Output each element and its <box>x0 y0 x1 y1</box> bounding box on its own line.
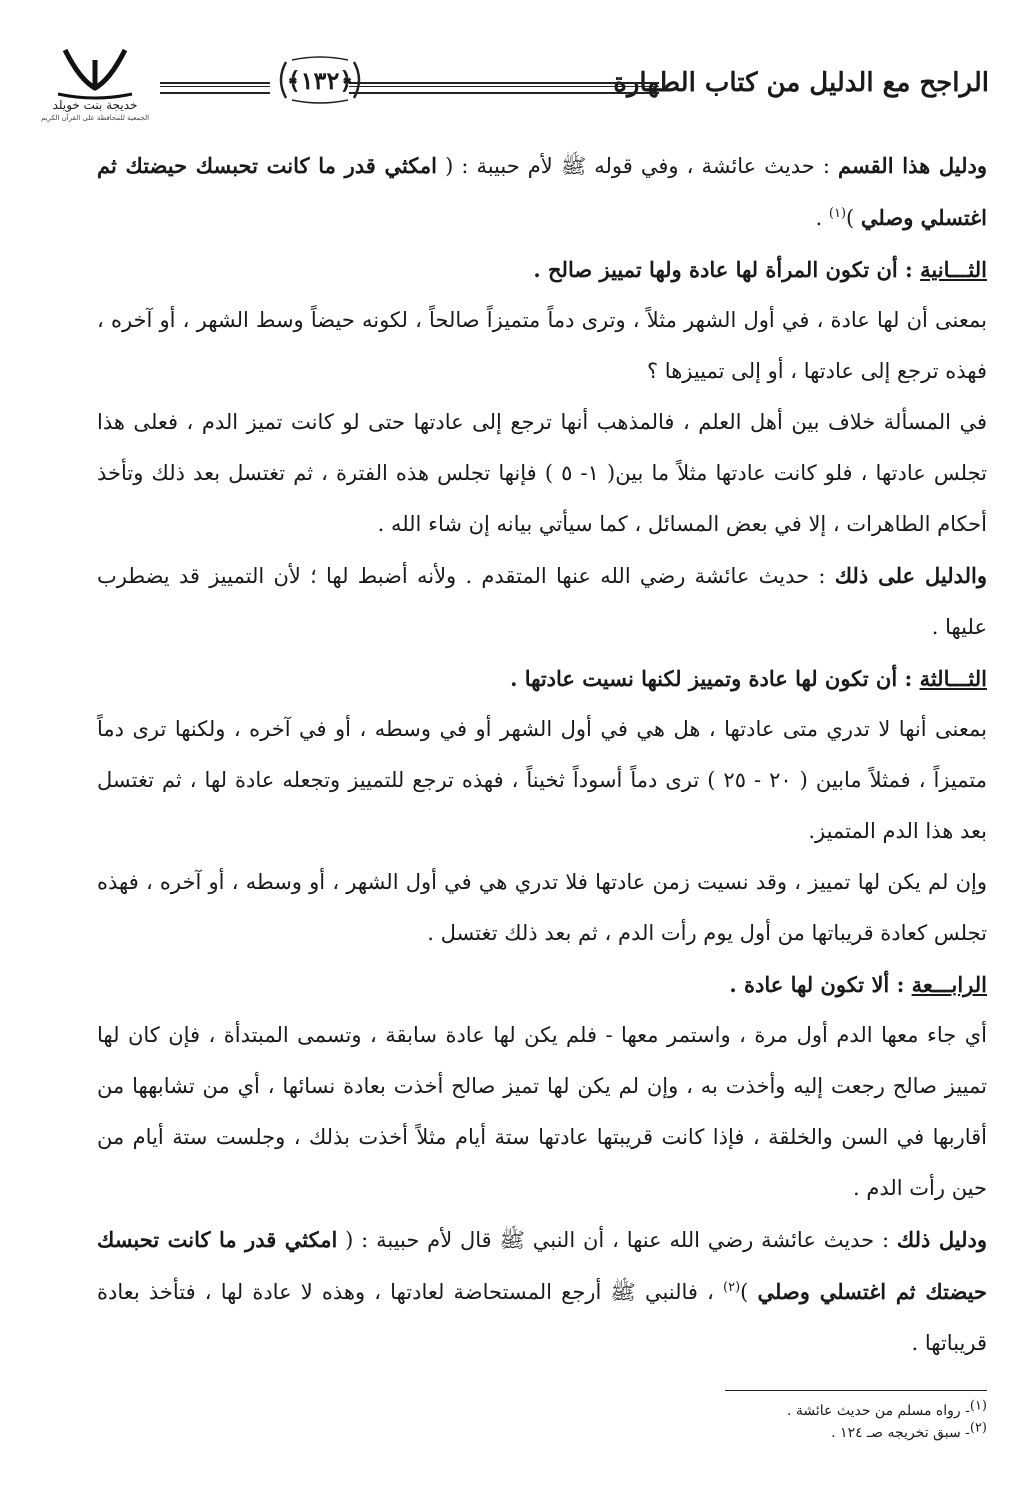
paragraph-text: ) <box>740 1280 758 1304</box>
paragraph-lead: ودليل هذا القسم <box>837 153 987 178</box>
page-number <box>272 56 368 104</box>
section-title: : ألا تكون لها عادة . <box>729 972 912 997</box>
paragraph-text: . <box>815 206 829 230</box>
hadith-quote: امكثي قدر ما كانت تحبسك حيضتك ثم اغتسلي وصلي <box>97 153 987 230</box>
footnote-ref: (٢) <box>723 1280 741 1295</box>
logo-emblem-icon <box>40 40 150 100</box>
logo <box>40 40 150 130</box>
page-body <box>97 140 987 1369</box>
section-label: الثـــالثة <box>919 666 987 691</box>
paragraph-2: بمعنى أن لها عادة ، في أول الشهر مثلاً ، وترى دماً متميزاً صالحاً ، لكونه حيضاً وسط الشهر ، أو آخره ، فهذه ترجع إلى عادتها ، أو إلى تمييزها ؟ <box>97 308 987 383</box>
book-title: الراجح مع الدليل من كتاب الطهارة <box>613 68 989 98</box>
page-number-text: ﴿١٣٢﴾ <box>286 66 354 95</box>
paragraph-5: بمعنى أنها لا تدري متى عادتها ، هل هي في أول الشهر أو في وسطه ، أو في آخره ، ولكنها ترى دماً متميزاً ، فمثلاً مابين ( ٢٠ - ٢٥ ) ترى دماً أسوداً ثخيناً ، فهذه ترجع للتمييز وتجعله عادة لها ، ثم تغتسل بعد هذا الدم المتميز. <box>97 717 987 843</box>
paragraph-6: وإن لم يكن لها تمييز ، وقد نسيت زمن عادتها فلا تدري هي في أول الشهر ، أو وسطه ، أو آخره ، فهذه تجلس كعادة قريباتها من أول يوم رأت الدم ، ثم بعد ذلك تغتسل . <box>97 870 987 945</box>
section-heading-3 <box>97 653 987 704</box>
footnotes <box>587 1400 987 1444</box>
paragraph-text: ) <box>846 206 861 230</box>
section-label: الثـــانية <box>920 257 987 282</box>
footnote-ref: (١) <box>828 206 847 221</box>
paragraph-lead: والدليل على ذلك <box>834 563 987 588</box>
paragraph-text: : حديث عائشة رضي الله عنها ، أن النبي ﷺ قال لأم حبيبة : ( <box>337 1228 897 1252</box>
logo-name: خديجة بنت خويلد <box>52 98 138 112</box>
footnote-mark: (١) <box>969 1398 987 1414</box>
hadith-quote: امكثي قدر ما كانت تحبسك حيضتك ثم اغتسلي وصلي <box>97 1227 987 1304</box>
footnote-divider <box>725 1390 987 1391</box>
footnote-mark: (٢) <box>969 1420 987 1436</box>
header-rule-left <box>160 82 270 94</box>
page-header <box>40 38 989 138</box>
paragraph-text: : حديث عائشة رضي الله عنها المتقدم . ولأنه أضبط لها ؛ لأن التمييز قد يضطرب عليها . <box>97 564 987 639</box>
section-heading-4 <box>97 959 987 1010</box>
paragraph-8 <box>97 1214 987 1369</box>
paragraph-lead: ودليل ذلك <box>896 1227 987 1252</box>
paragraph-text: : حديث عائشة ، وفي قوله ﷺ لأم حبيبة : ( <box>437 154 838 178</box>
header-rule-right <box>349 82 659 94</box>
logo-subtitle: الجمعية للمحافظة على القرآن الكريم <box>40 114 150 122</box>
footnote-2 <box>587 1422 987 1444</box>
paragraph-3: في المسألة خلاف بين أهل العلم ، فالمذهب أنها ترجع إلى عادتها حتى لو كانت تميز الدم ، فعلى هذا تجلس عادتها ، فلو كانت عادتها مثلاً ما بين( ١- ٥ ) فإنها تجلس هذه الفترة ، ثم تغتسل بعد ذلك وتأخذ أحكام الطاهرات ، إلا في بعض المسائل ، كما سيأتي بيانه إن شاء الله . <box>97 410 987 536</box>
section-label: الرابـــعة <box>911 972 987 997</box>
footnote-text: - رواه مسلم من حديث عائشة . <box>786 1403 970 1419</box>
section-heading-2 <box>97 244 987 295</box>
paragraph-text: ، فالنبي ﷺ أرجع المستحاضة لعادتها ، وهذه لا عادة لها ، فتأخذ بعادة قريباتها . <box>97 1280 987 1355</box>
section-title: : أن تكون المرأة لها عادة ولها تمييز صالح . <box>533 257 921 282</box>
section-title: : أن تكون لها عادة وتمييز لكنها نسيت عادتها . <box>510 666 920 691</box>
footnote-1 <box>587 1400 987 1422</box>
footnote-text: - سبق تخريجه صـ ١٢٤ . <box>831 1425 970 1441</box>
paragraph-1 <box>97 140 987 244</box>
paragraph-4 <box>97 550 987 653</box>
paragraph-7: أي جاء معها الدم أول مرة ، واستمر معها - فلم يكن لها عادة سابقة ، وتسمى المبتدأة ، فإن كان لها تمييز صالح رجعت إليه وأخذت به ، وإن لم يكن لها تميز صالح أخذت بعادة نسائها ، أي من تشابهها من أقاربها في السن والخلقة ، فإذا كانت قريبتها عادتها ستة أيام مثلاً أخذت بذلك ، وجلست ستة أيام من حين رأت الدم . <box>97 1023 987 1200</box>
